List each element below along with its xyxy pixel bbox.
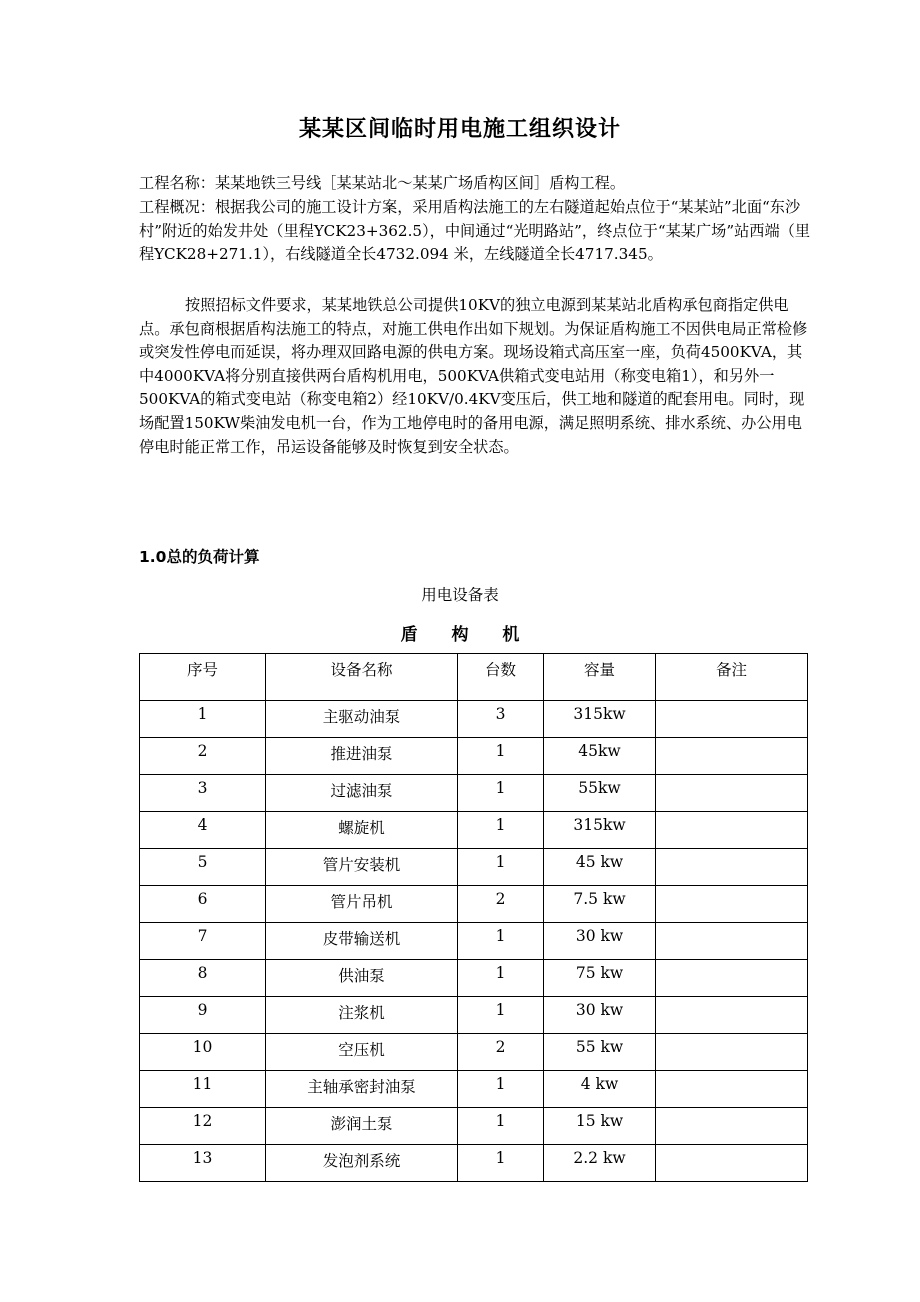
cell-remarks xyxy=(656,849,808,886)
table-row xyxy=(140,701,808,738)
cell-quantity: 1 xyxy=(458,960,544,997)
cell-quantity: 1 xyxy=(458,1145,544,1182)
power-supply-plan-paragraph: 按照招标文件要求，某某地铁总公司提供10KV的独立电源到某某站北盾构承包商指定供电点。承包商根据盾构法施工的特点，对施工供电作出如下规划。为保证盾构施工不因供电局正常检修或突发性停电而延误，将办理双回路电源的供电方案。现场设箱式高压室一座，负荷4500KVA，其中4000KVA将分别直接供两台盾构机用电，500KVA供箱式变电站用（称变电箱1），和另外一500KVA的箱式变电站（称变电箱2）经10KV/0.4KV变压后，供工地和隧道的配套用电。同时，现场配置150KW柴油发电机一台，作为工地停电时的备用电源，满足照明系统、排水系统、办公用电停电时能正常工作，吊运设备能够及时恢复到安全状态。 xyxy=(139,296,808,456)
equipment-table xyxy=(139,653,808,1182)
cell-equipment-name: 过滤油泵 xyxy=(266,775,458,812)
cell-equipment-name: 注浆机 xyxy=(266,997,458,1034)
cell-index: 5 xyxy=(140,849,266,886)
cell-capacity: 75 kw xyxy=(544,960,656,997)
cell-capacity: 55 kw xyxy=(544,1034,656,1071)
cell-remarks xyxy=(656,997,808,1034)
cell-remarks xyxy=(656,775,808,812)
table-row xyxy=(140,849,808,886)
cell-remarks xyxy=(656,886,808,923)
cell-capacity: 30 kw xyxy=(544,923,656,960)
table-caption: 用电设备表 xyxy=(421,586,499,604)
cell-index: 12 xyxy=(140,1108,266,1145)
project-overview-paragraph: 工程概况：根据我公司的施工设计方案，采用盾构法施工的左右隧道起始点位于“某某站”北面“东沙村”附近的始发井处（里程YCK23+362.5），中间通过“光明路站”，终点位于“某某广场”站西端（里程YCK28+271.1），右线隧道全长4732.094 米，左线隧道全长4717.345。 xyxy=(139,198,811,264)
cell-index: 6 xyxy=(140,886,266,923)
cell-equipment-name: 推进油泵 xyxy=(266,738,458,775)
cell-capacity: 30 kw xyxy=(544,997,656,1034)
table-row xyxy=(140,812,808,849)
cell-equipment-name: 螺旋机 xyxy=(266,812,458,849)
cell-equipment-name: 主轴承密封油泵 xyxy=(266,1071,458,1108)
table-subtitle: 盾 构 机 xyxy=(400,625,520,645)
cell-remarks xyxy=(656,960,808,997)
cell-quantity: 1 xyxy=(458,923,544,960)
table-header-row xyxy=(140,654,808,701)
cell-index: 13 xyxy=(140,1145,266,1182)
cell-capacity: 2.2 kw xyxy=(544,1145,656,1182)
table-row xyxy=(140,775,808,812)
cell-remarks xyxy=(656,701,808,738)
cell-index: 7 xyxy=(140,923,266,960)
table-row xyxy=(140,1071,808,1108)
cell-index: 11 xyxy=(140,1071,266,1108)
cell-equipment-name: 空压机 xyxy=(266,1034,458,1071)
cell-quantity: 2 xyxy=(458,886,544,923)
cell-capacity: 315kw xyxy=(544,812,656,849)
cell-remarks xyxy=(656,812,808,849)
cell-quantity: 1 xyxy=(458,1108,544,1145)
cell-equipment-name: 管片安装机 xyxy=(266,849,458,886)
table-row xyxy=(140,1108,808,1145)
cell-quantity: 1 xyxy=(458,738,544,775)
table-row xyxy=(140,886,808,923)
cell-capacity: 15 kw xyxy=(544,1108,656,1145)
table-body xyxy=(140,701,808,1182)
table-row xyxy=(140,738,808,775)
cell-index: 10 xyxy=(140,1034,266,1071)
cell-quantity: 1 xyxy=(458,812,544,849)
table-row xyxy=(140,1034,808,1071)
table-row xyxy=(140,960,808,997)
project-name-paragraph: 工程名称：某某地铁三号线［某某站北～某某广场盾构区间］盾构工程。 xyxy=(139,174,625,192)
cell-remarks xyxy=(656,1071,808,1108)
header-index: 序号 xyxy=(140,654,266,701)
cell-remarks xyxy=(656,923,808,960)
cell-equipment-name: 发泡剂系统 xyxy=(266,1145,458,1182)
cell-equipment-name: 皮带输送机 xyxy=(266,923,458,960)
cell-quantity: 3 xyxy=(458,701,544,738)
cell-remarks xyxy=(656,1108,808,1145)
header-equipment-name: 设备名称 xyxy=(266,654,458,701)
header-capacity: 容量 xyxy=(544,654,656,701)
document-title: 某某区间临时用电施工组织设计 xyxy=(298,117,621,142)
cell-quantity: 2 xyxy=(458,1034,544,1071)
section-heading: 1.0总的负荷计算 xyxy=(139,548,260,566)
header-remarks: 备注 xyxy=(656,654,808,701)
table-row xyxy=(140,997,808,1034)
cell-equipment-name: 供油泵 xyxy=(266,960,458,997)
cell-capacity: 4 kw xyxy=(544,1071,656,1108)
header-quantity: 台数 xyxy=(458,654,544,701)
cell-capacity: 315kw xyxy=(544,701,656,738)
cell-index: 3 xyxy=(140,775,266,812)
cell-remarks xyxy=(656,738,808,775)
cell-capacity: 55kw xyxy=(544,775,656,812)
cell-index: 2 xyxy=(140,738,266,775)
cell-remarks xyxy=(656,1145,808,1182)
cell-remarks xyxy=(656,1034,808,1071)
cell-quantity: 1 xyxy=(458,1071,544,1108)
cell-quantity: 1 xyxy=(458,849,544,886)
cell-index: 8 xyxy=(140,960,266,997)
cell-capacity: 7.5 kw xyxy=(544,886,656,923)
cell-index: 1 xyxy=(140,701,266,738)
cell-capacity: 45 kw xyxy=(544,849,656,886)
table-row xyxy=(140,1145,808,1182)
cell-equipment-name: 主驱动油泵 xyxy=(266,701,458,738)
cell-equipment-name: 澎润土泵 xyxy=(266,1108,458,1145)
cell-capacity: 45kw xyxy=(544,738,656,775)
cell-equipment-name: 管片吊机 xyxy=(266,886,458,923)
table-row xyxy=(140,923,808,960)
cell-quantity: 1 xyxy=(458,997,544,1034)
cell-index: 9 xyxy=(140,997,266,1034)
cell-quantity: 1 xyxy=(458,775,544,812)
cell-index: 4 xyxy=(140,812,266,849)
